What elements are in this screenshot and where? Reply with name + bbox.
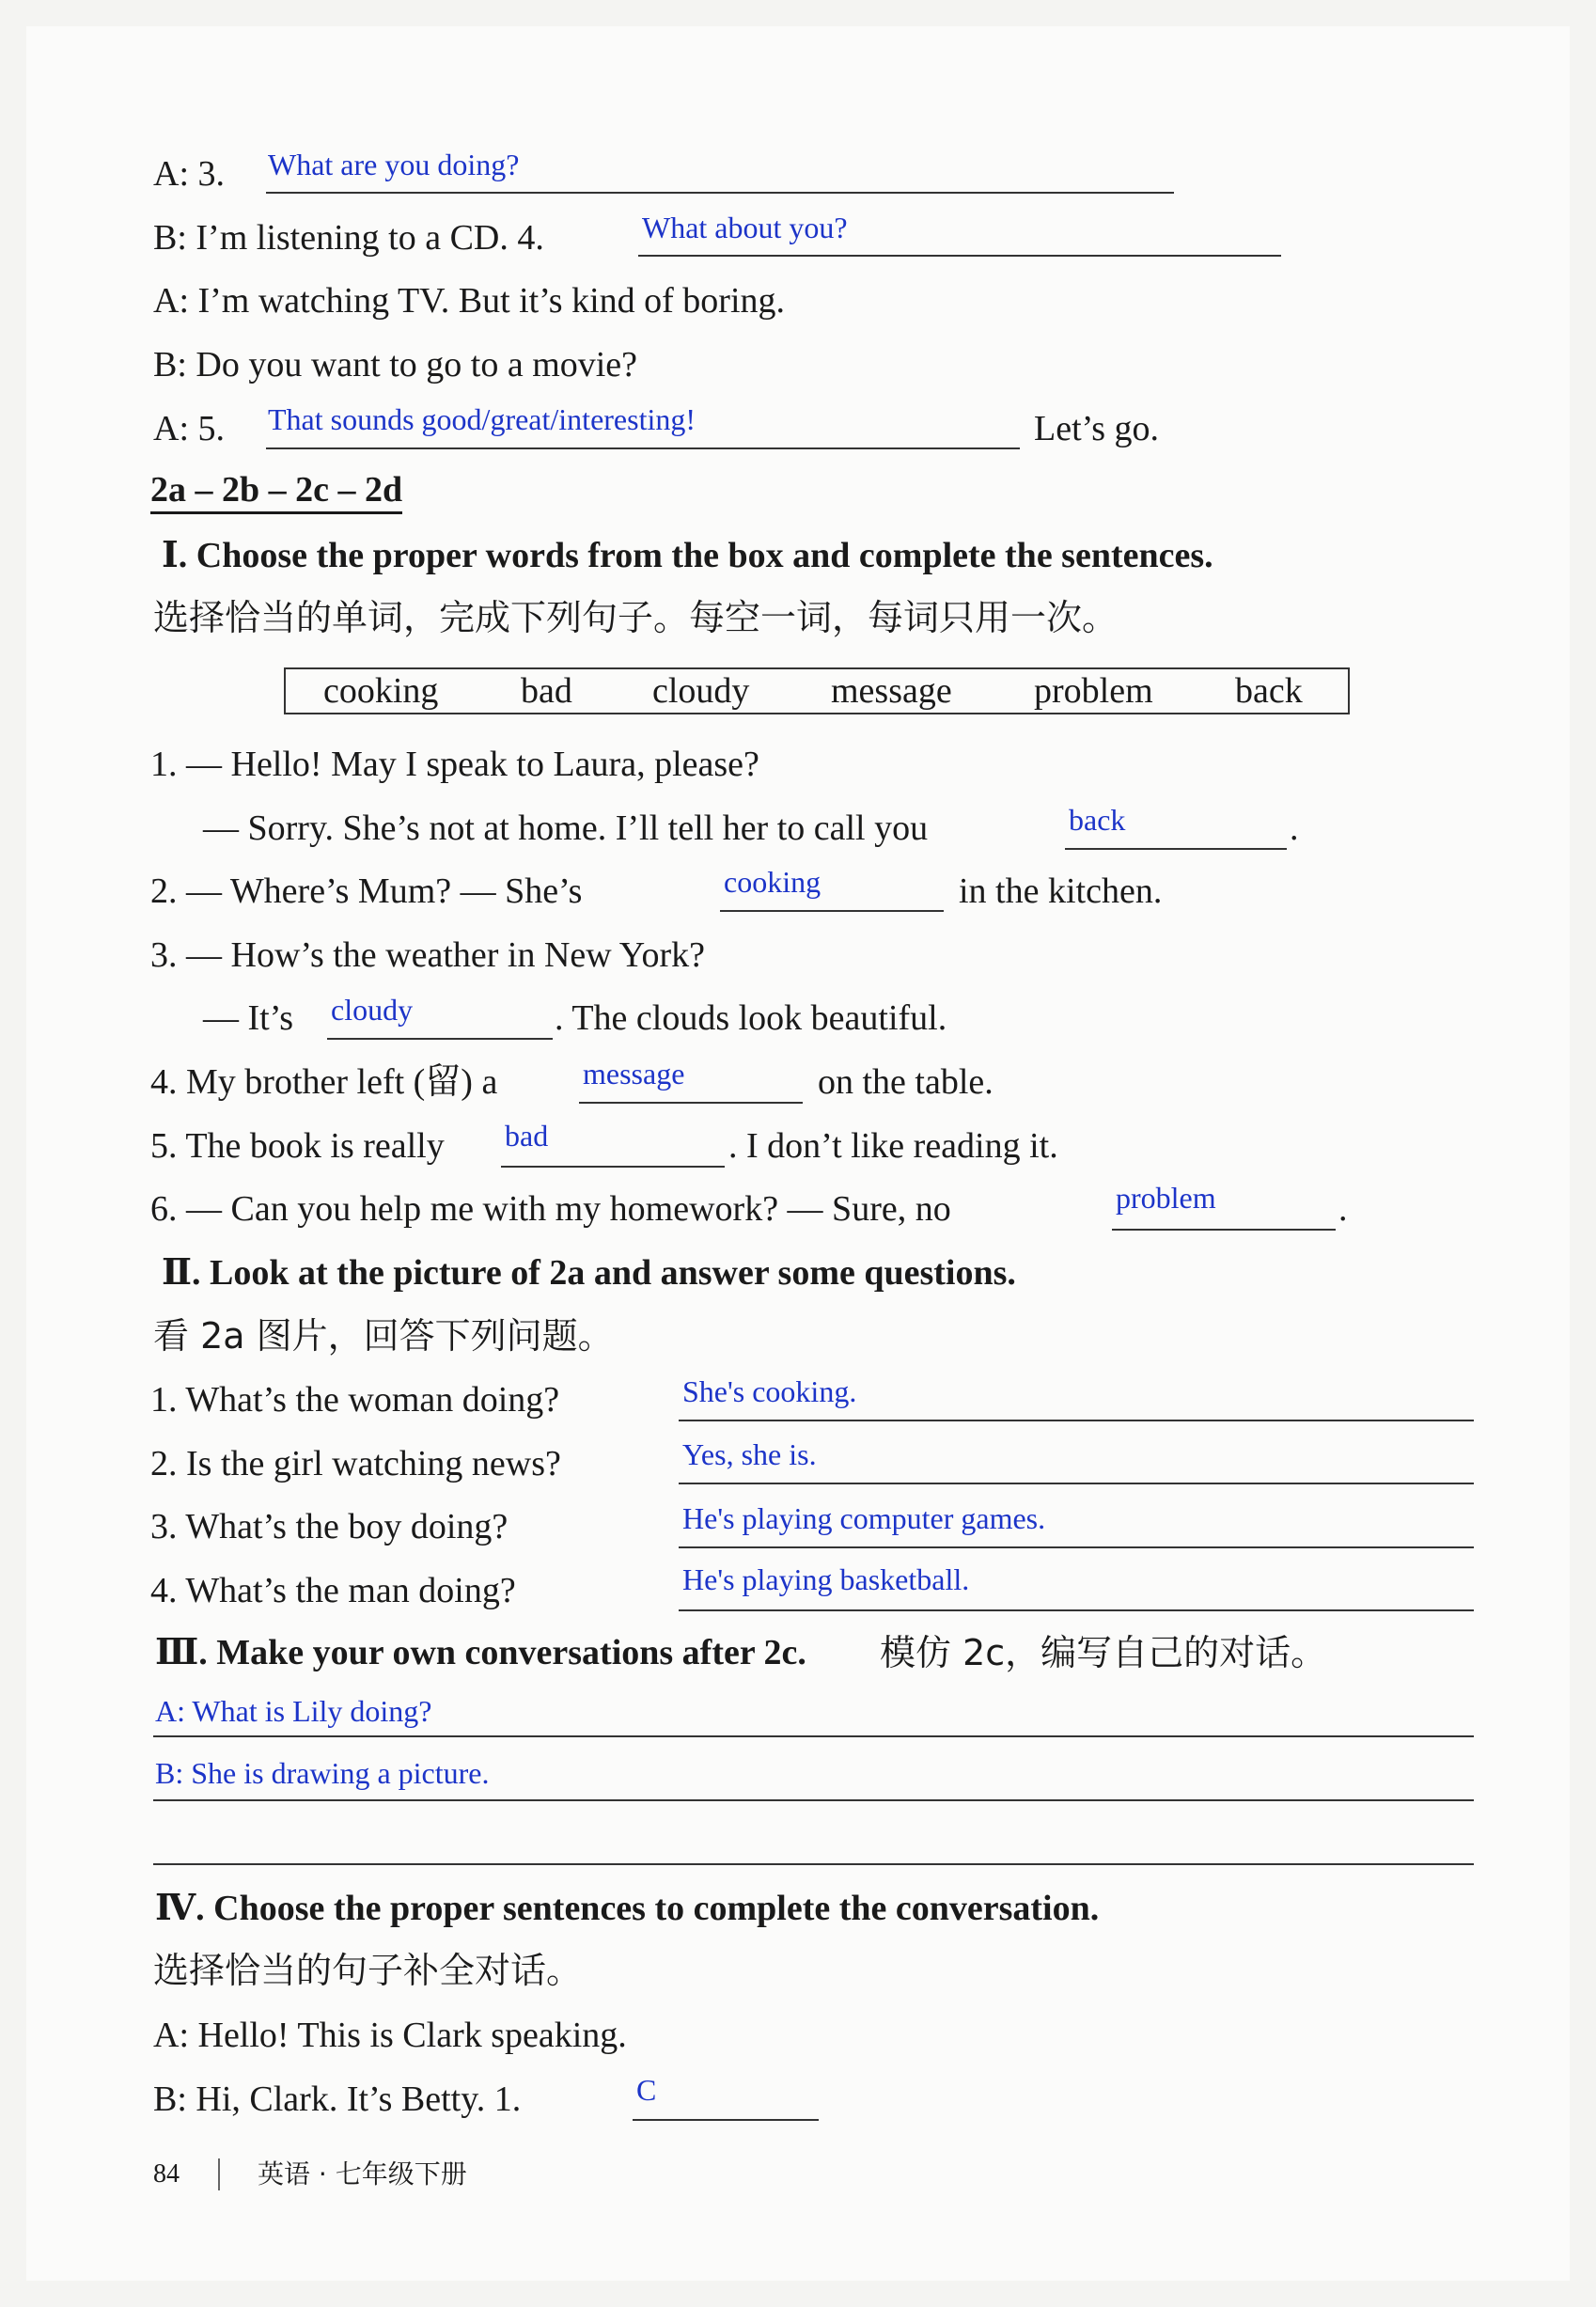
- p4-b1-answer: C: [636, 2073, 657, 2107]
- part2-title: Ⅱ. Look at the picture of 2a and answer some questions.: [162, 1253, 1016, 1293]
- b4-answer: What about you?: [642, 211, 848, 244]
- word-box-item: problem: [1034, 671, 1153, 711]
- b-listening-line: B: I’m listening to a CD. 4.: [153, 218, 544, 258]
- part4-instruction: 选择恰当的句子补全对话。: [153, 1950, 583, 1991]
- p2-question: 2. Is the girl watching news?: [150, 1444, 561, 1483]
- q5-suffix: . I don’t like reading it.: [728, 1126, 1058, 1166]
- a3-blank: [266, 192, 1174, 194]
- q2-blank: [720, 910, 944, 912]
- p3-blank-1: [153, 1735, 1474, 1737]
- q1-period: .: [1290, 808, 1299, 848]
- p3-line1: A: What is Lily doing?: [155, 1694, 432, 1728]
- p2-question: 4. What’s the man doing?: [150, 1571, 516, 1610]
- q3-prefix: — It’s: [203, 998, 294, 1038]
- b-movie-line: B: Do you want to go to a movie?: [153, 345, 638, 384]
- p3-blank-2: [153, 1799, 1474, 1801]
- a-watching-line: A: I’m watching TV. But it’s kind of boring.: [153, 281, 786, 321]
- a5-suffix: Let’s go.: [1034, 409, 1159, 448]
- word-box-item: bad: [521, 671, 572, 711]
- q1-question: 1. — Hello! May I speak to Laura, please?: [150, 745, 759, 784]
- q1-blank: [1065, 848, 1287, 850]
- book-title: 英语 · 七年级下册: [258, 2158, 467, 2189]
- word-box-item: cooking: [323, 671, 439, 711]
- q1-answer: back: [1069, 803, 1126, 837]
- q3-blank: [327, 1038, 553, 1040]
- b4-blank: [638, 255, 1281, 257]
- a3-answer: What are you doing?: [268, 148, 520, 181]
- q4-suffix: on the table.: [818, 1062, 994, 1102]
- p2-question: 3. What’s the boy doing?: [150, 1507, 509, 1546]
- page-number: 84: [153, 2159, 180, 2189]
- part1-title: Ⅰ. Choose the proper words from the box and complete the sentences.: [162, 536, 1213, 575]
- q4-prefix: 4. My brother left (留) a: [150, 1062, 498, 1102]
- q2-suffix: in the kitchen.: [959, 871, 1163, 911]
- q6-prefix: 6. — Can you help me with my homework? — Sure, no: [150, 1189, 951, 1229]
- q3-answer: cloudy: [331, 993, 414, 1027]
- q5-blank: [501, 1166, 725, 1168]
- word-box-item: cloudy: [652, 671, 750, 711]
- p2-blank: [679, 1546, 1474, 1548]
- p2-blank: [679, 1483, 1474, 1484]
- part3-instruction: 模仿 2c，编写自己的对话。: [880, 1632, 1327, 1673]
- part3-title: Ⅲ. Make your own conversations after 2c.: [155, 1633, 806, 1672]
- part1-instruction: 选择恰当的单词，完成下列句子。每空一词，每词只用一次。: [153, 597, 1119, 638]
- part4-title: Ⅳ. Choose the proper sentences to complete the conversation.: [155, 1889, 1100, 1928]
- q2-answer: cooking: [724, 865, 821, 899]
- q2-prefix: 2. — Where’s Mum? — She’s: [150, 871, 583, 911]
- p3-blank-3: [153, 1863, 1474, 1865]
- p4-b1-blank: [633, 2119, 819, 2121]
- p2-answer: Yes, she is.: [682, 1437, 817, 1471]
- section-heading: 2a – 2b – 2c – 2d: [150, 468, 402, 514]
- p4-a-line: A: Hello! This is Clark speaking.: [153, 2016, 627, 2055]
- a3-label: A: 3.: [153, 154, 225, 194]
- q4-blank: [579, 1102, 803, 1104]
- p2-answer: He's playing computer games.: [682, 1501, 1046, 1535]
- q6-answer: problem: [1116, 1181, 1216, 1215]
- q4-answer: message: [583, 1057, 685, 1091]
- a5-label: A: 5.: [153, 409, 225, 448]
- p2-blank: [679, 1420, 1474, 1421]
- q3-suffix: . The clouds look beautiful.: [555, 998, 947, 1038]
- q3-question: 3. — How’s the weather in New York?: [150, 935, 705, 975]
- q6-period: .: [1338, 1189, 1348, 1229]
- p2-blank: [679, 1609, 1474, 1611]
- q5-answer: bad: [505, 1119, 549, 1153]
- q1-response: — Sorry. She’s not at home. I’ll tell her to call you: [203, 808, 929, 848]
- footer-divider: [218, 2158, 220, 2190]
- word-box-item: message: [831, 671, 952, 711]
- part2-instruction: 看 2a 图片，回答下列问题。: [153, 1315, 614, 1357]
- p4-b-prefix: B: Hi, Clark. It’s Betty. 1.: [153, 2079, 522, 2119]
- p2-answer: She's cooking.: [682, 1374, 857, 1408]
- a5-answer: That sounds good/great/interesting!: [268, 402, 696, 436]
- word-box: [284, 667, 1350, 714]
- a5-blank: [266, 447, 1020, 449]
- word-box-item: back: [1235, 671, 1303, 711]
- p3-line2: B: She is drawing a picture.: [155, 1756, 490, 1790]
- q6-blank: [1112, 1229, 1336, 1231]
- p2-answer: He's playing basketball.: [682, 1562, 970, 1596]
- p2-question: 1. What’s the woman doing?: [150, 1380, 560, 1420]
- q5-prefix: 5. The book is really: [150, 1126, 445, 1166]
